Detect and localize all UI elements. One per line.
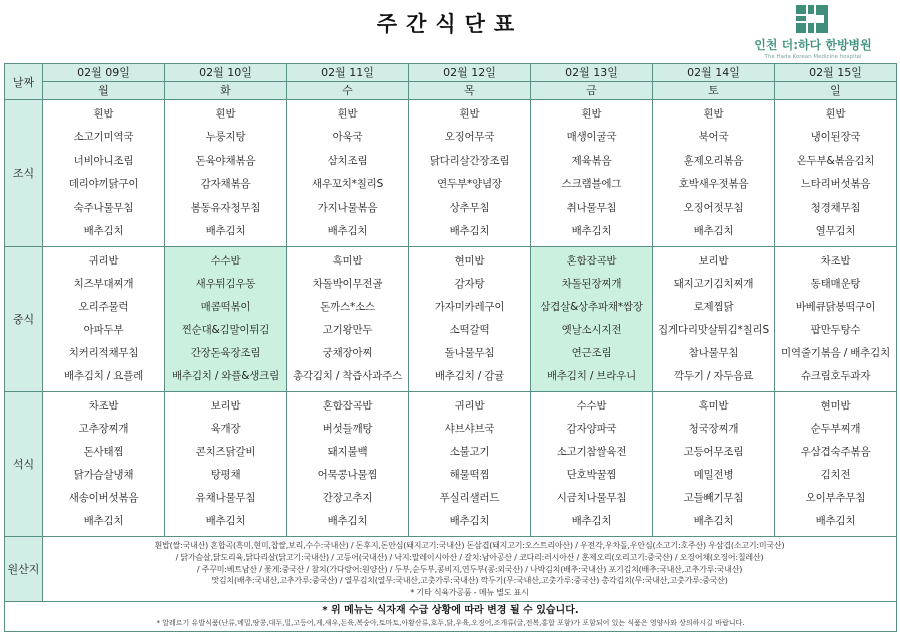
menu-item: 어묵콩나물찜: [317, 469, 378, 482]
menu-item: 오징어젓무침: [683, 201, 744, 214]
menu-item: 열무김치: [815, 224, 856, 237]
lunch-tue: [165, 247, 287, 392]
menu-item: 느타리버섯볶음: [800, 178, 871, 191]
menu-item: 아파두부: [83, 324, 124, 337]
menu-item: 총각김치 / 착즙사과주스: [292, 370, 403, 383]
menu-item: 상추무침: [449, 201, 490, 214]
breakfast-sun: [775, 100, 897, 247]
menu-item: 흰밥: [581, 108, 602, 120]
menu-item: 배추김치: [449, 224, 490, 237]
dow-sun: 일: [775, 82, 897, 100]
dow-fri: 금: [531, 82, 653, 100]
allergy-notice: * 알레르기 유발식품(난류,메밀,땅콩,대두,밀,고등어,게,새우,돈육,복숭아,토마토,아황산류,호두,닭,우육,오징어,조개류(굴,전복,홍합 포함)가 포함되어 있는 식품은 영양사와 상의하시길 바랍니다.: [156, 619, 745, 628]
menu-item: 찐순대&김말이튀김: [181, 324, 270, 337]
dinner-mon: [43, 392, 165, 537]
menu-item: 새우튀김우동: [195, 278, 256, 291]
menu-item: 바베큐닭봉떡구이: [795, 301, 876, 314]
origin-line: / 주꾸미:베트남산 / 꽃게:중국산 / 참치(가다랑어:원양산) / 두부,순두부,콩비지,연두부(콩:외국산) / 나박김치(배추:국내산) 포기김치(배추:국내산,고추가루:국내산): [196, 564, 743, 574]
menu-item: 수수밥: [210, 255, 241, 268]
menu-item: 닭다리살간장조림: [429, 154, 510, 167]
menu-item: 훈제오리볶음: [683, 154, 744, 167]
menu-item: 흰밥: [215, 108, 236, 120]
menu-item: 시금치나물무침: [556, 492, 627, 505]
lunch-wed: [287, 247, 409, 392]
breakfast-mon: [43, 100, 165, 247]
origin-line: / 닭가슴살,닭도리육,닭다리살(닭고기:국내산) / 고등어(국내산) / 낙지:말레이시아산 / 갈치:남아공산 / 코다리:러시아산 / 훈제오리(오리고기:중국산) / 오징어채(오징어:칠레산): [175, 552, 764, 562]
menu-item: 가자미카레구이: [434, 301, 505, 314]
dinner-wed: [287, 392, 409, 537]
menu-item: 제육볶음: [571, 154, 612, 167]
date-sun: 02월 15일: [775, 64, 897, 82]
date-thu: 02월 12일: [409, 64, 531, 82]
meal-label-dinner: 석식: [5, 392, 43, 537]
origin-info: [43, 537, 897, 602]
menu-item: 너비아니조림: [73, 154, 134, 167]
meal-label-breakfast: 조식: [5, 100, 43, 247]
origin-line: 흰밥(쌀:국내산) 혼합곡(흑미,현미,찹쌀,보리,수수:국내산) / 돈후지,돈안심(돼지고기:국내산) 돈삼겹(돼지고기:오스트리아산) / 우전각,우차돌,우안심(소고기:호주산) 우삼겹(소고기:미국산): [154, 541, 785, 551]
origin-line: * 기타 식육가공품 - 메뉴 별도 표시: [410, 587, 529, 597]
menu-item: 푸실리샐러드: [439, 492, 500, 505]
menu-item: 팝만두탕수: [810, 324, 861, 337]
date-label: 날짜: [5, 64, 43, 100]
menu-item: 오이부추무침: [805, 492, 866, 505]
menu-item: 고등어무조림: [683, 446, 744, 459]
menu-item: 아욱국: [332, 131, 363, 144]
lunch-sat: [653, 247, 775, 392]
menu-item: 삼치조림: [327, 154, 368, 167]
menu-item: 차조밥: [88, 400, 119, 413]
menu-item: 배추김치: [83, 515, 124, 528]
menu-item: 매콤떡볶이: [200, 301, 251, 314]
menu-item: 흰밥: [703, 108, 724, 120]
menu-item: 숙주나물무침: [73, 201, 134, 214]
menu-item: 고들빼기무침: [683, 492, 744, 505]
menu-item: 소고기미역국: [73, 131, 134, 144]
meal-label-lunch: 중식: [5, 247, 43, 392]
menu-item: 청경채무침: [810, 201, 861, 214]
menu-item: 오리주물럭: [78, 301, 129, 314]
menu-item: 샤브샤브국: [444, 423, 495, 436]
date-sat: 02월 14일: [653, 64, 775, 82]
menu-item: 감자탕: [454, 278, 485, 291]
menu-item: 배추김치: [327, 224, 368, 237]
origin-label: 원산지: [5, 537, 43, 602]
menu-item: 고기왕만두: [322, 324, 373, 337]
menu-item: 삼겹살&상추파채*쌈장: [540, 301, 643, 314]
menu-item: 새송이버섯볶음: [68, 492, 139, 505]
menu-item: 수수밥: [576, 400, 607, 413]
menu-item: 배추김치: [571, 224, 612, 237]
page-title: 주간식단표: [376, 12, 524, 36]
menu-item: 돌나물무침: [444, 347, 495, 360]
menu-item: 가지나물볶음: [317, 201, 378, 214]
menu-item: 오징어무국: [444, 131, 495, 144]
menu-item: 혼합잡곡밥: [566, 255, 617, 268]
menu-item: 차조밥: [820, 255, 851, 268]
menu-item: 연두부*양념장: [437, 178, 502, 191]
menu-item: 흰밥: [459, 108, 480, 120]
menu-item: 궁채장아찌: [322, 347, 373, 360]
brand: [734, 4, 892, 60]
menu-item: 배추김치: [815, 515, 856, 528]
menu-item: 배추김치 / 감귤: [434, 370, 505, 383]
menu-item: 집게다리맛살튀김*칠리S: [658, 324, 769, 337]
menu-item: 취나물무침: [566, 201, 617, 214]
menu-item: 로제찜닭: [693, 301, 734, 314]
notice-main: * 위 메뉴는 식자재 수급 상황에 따라 변경 될 수 있습니다.: [322, 605, 579, 617]
menu-item: 버섯들깨탕: [322, 423, 373, 436]
notice: [5, 602, 897, 632]
lunch-sun: [775, 247, 897, 392]
menu-item: 귀리밥: [454, 400, 485, 413]
menu-item: 치즈부대찌개: [73, 278, 134, 291]
menu-item: 돼지고기김치찌개: [673, 278, 754, 291]
menu-item: 흑미밥: [332, 255, 363, 268]
menu-item: 청국장찌개: [688, 423, 739, 436]
dow-tue: 화: [165, 82, 287, 100]
menu-item: 김치전: [820, 469, 851, 482]
menu-item: 귀리밥: [88, 255, 119, 268]
menu-item: 스크램블에그: [561, 178, 622, 191]
menu-item: 깍두기 / 자두음료: [673, 370, 754, 383]
menu-item: 보리밥: [698, 255, 729, 268]
lunch-thu: [409, 247, 531, 392]
brand-subtitle: The Hada Korean Medicine hospital: [764, 54, 862, 60]
menu-item: 혼합잡곡밥: [322, 400, 373, 413]
menu-item: 간장돈육장조림: [190, 347, 261, 360]
menu-item: 배추김치: [693, 515, 734, 528]
menu-item: 슈크림호두과자: [800, 370, 871, 383]
breakfast-thu: [409, 100, 531, 247]
menu-item: 온두부&볶음김치: [796, 154, 875, 167]
menu-item: 배추김치: [205, 515, 246, 528]
brand-name: 인천 더:하다 한방병원: [754, 38, 872, 52]
menu-item: 소불고기: [449, 446, 490, 459]
menu-item: 보리밥: [210, 400, 241, 413]
menu-item: 현미밥: [454, 255, 485, 268]
menu-item: 참나물무침: [688, 347, 739, 360]
menu-item: 돈사태찜: [83, 446, 124, 459]
menu-item: 소고기참쌀육전: [556, 446, 627, 459]
menu-item: 육개장: [210, 423, 241, 436]
dow-sat: 토: [653, 82, 775, 100]
menu-item: 차돌박이무전골: [312, 278, 383, 291]
dow-thu: 목: [409, 82, 531, 100]
menu-item: 현미밥: [820, 400, 851, 413]
dow-wed: 수: [287, 82, 409, 100]
dinner-tue: [165, 392, 287, 537]
date-fri: 02월 13일: [531, 64, 653, 82]
breakfast-sat: [653, 100, 775, 247]
dinner-fri: [531, 392, 653, 537]
menu-item: 닭가슴살냉채: [73, 469, 134, 482]
menu-item: 배추김치: [205, 224, 246, 237]
weekly-menu-table: [4, 63, 897, 632]
menu-item: 매생이굴국: [566, 131, 617, 144]
date-wed: 02월 11일: [287, 64, 409, 82]
menu-item: 콘치즈닭갈비: [195, 446, 256, 459]
menu-item: 돈육야채볶음: [195, 154, 256, 167]
menu-item: 고추장찌개: [78, 423, 129, 436]
menu-item: 냉이된장국: [810, 131, 861, 144]
menu-item: 탕평채: [210, 469, 241, 482]
menu-item: 유채나물무침: [195, 492, 256, 505]
date-mon: 02월 09일: [43, 64, 165, 82]
menu-item: 미역줄기볶음 / 배추김치: [780, 347, 891, 360]
menu-item: 간장고추지: [322, 492, 373, 505]
menu-item: 흰밥: [93, 108, 114, 120]
menu-item: 배추김치: [83, 224, 124, 237]
lunch-mon: [43, 247, 165, 392]
menu-item: 북어국: [698, 131, 729, 144]
breakfast-fri: [531, 100, 653, 247]
menu-item: 차돌된장찌개: [561, 278, 622, 291]
menu-item: 배추김치 / 요플레: [63, 370, 144, 383]
dinner-sun: [775, 392, 897, 537]
origin-line: 맛김치(배추:국내산,고추가루:중국산) / 열무김치(열무:국내산,고춧가루:국내산) 깍두기(무:국내산,고춧가루:중국산) 총각김치(무:국내산,고춧가루:중국산): [211, 576, 728, 586]
menu-item: 배추김치 / 와플&생크림: [171, 370, 280, 383]
menu-item: 데리야끼닭구이: [68, 178, 139, 191]
menu-item: 옛날소시지전: [561, 324, 622, 337]
hospital-logo-icon: [793, 4, 833, 34]
dow-mon: 월: [43, 82, 165, 100]
menu-item: 연근조림: [571, 347, 612, 360]
menu-item: 메밀전병: [693, 469, 734, 482]
menu-item: 단호박꿀찜: [566, 469, 617, 482]
menu-item: 해물떡찜: [449, 469, 490, 482]
dinner-thu: [409, 392, 531, 537]
breakfast-wed: [287, 100, 409, 247]
menu-item: 배추김치: [327, 515, 368, 528]
menu-item: 순두부찌개: [810, 423, 861, 436]
menu-item: 새우꼬치*칠리S: [311, 178, 384, 191]
menu-item: 우삼겹숙주볶음: [800, 446, 871, 459]
breakfast-tue: [165, 100, 287, 247]
menu-item: 감자양파국: [566, 423, 617, 436]
menu-item: 봄동유자청무침: [190, 201, 261, 214]
menu-item: 감자채볶음: [200, 178, 251, 191]
menu-item: 동태매운탕: [810, 278, 861, 291]
menu-item: 치커리적채무침: [68, 347, 139, 360]
menu-item: 배추김치: [571, 515, 612, 528]
menu-item: 소떡갈떡: [449, 324, 490, 337]
menu-item: 누룽지탕: [205, 131, 246, 144]
menu-item: 돼지불백: [327, 446, 368, 459]
menu-item: 호박새우젓볶음: [678, 178, 749, 191]
dinner-sat: [653, 392, 775, 537]
menu-item: 돈까스*소스: [320, 301, 375, 314]
lunch-fri: [531, 247, 653, 392]
menu-item: 배추김치: [693, 224, 734, 237]
menu-item: 흰밥: [337, 108, 358, 120]
menu-item: 배추김치: [449, 515, 490, 528]
menu-item: 흰밥: [825, 108, 846, 120]
menu-item: 흑미밥: [698, 400, 729, 413]
date-tue: 02월 10일: [165, 64, 287, 82]
menu-item: 배추김치 / 브라우니: [546, 370, 637, 383]
